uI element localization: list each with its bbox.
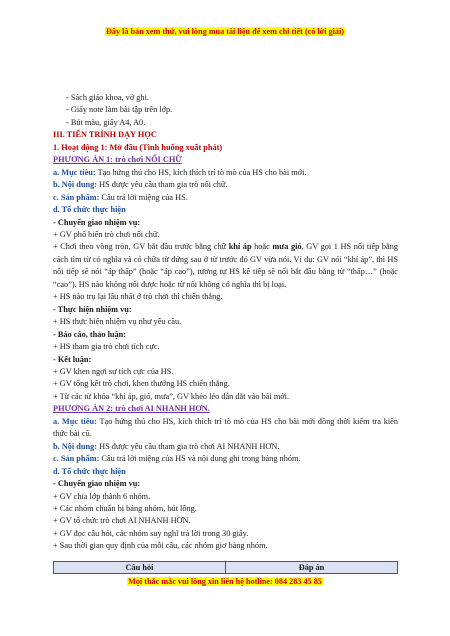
material-item: - Bút màu, giấy A4, A0.	[66, 117, 146, 127]
option2-objective-label: a. Mục tiêu:	[53, 416, 97, 426]
header-banner-text: Đây là bản xem thử, vui lòng mua tài liệu để xem chi tiết (có lời giải)	[105, 27, 344, 36]
option2-content	[53, 441, 398, 453]
option1-content-text: HS được yêu cầu tham gia trò nối chữ.	[97, 180, 228, 190]
option1-conclude-item: + GV khen ngợi sự tích cực của HS.	[53, 366, 174, 376]
option1-title: PHƯƠNG ÁN 1: trò chơi NỐI CHỮ	[53, 155, 182, 165]
option2-content-label: b. Nội dung:	[53, 441, 98, 451]
option1-content	[53, 179, 398, 191]
option2-product-label: c. Sản phẩm:	[53, 454, 100, 464]
option1-keyword-1: khí áp	[228, 242, 252, 252]
option1-report-label: - Báo cáo, thảo luận:	[53, 329, 127, 339]
option2-assign-item: + Các nhóm chuẩn bị bảng nhóm, bút lông.	[53, 503, 197, 513]
option2-title: PHƯƠNG ÁN 2: trò chơi AI NHANH HƠN.	[53, 404, 210, 414]
option1-assign-item: + GV phổ biến trò chơi nối chữ.	[53, 229, 160, 239]
option1-rules-pre: + Chơi theo vòng tròn, GV bắt đầu trước bằng chữ	[53, 242, 229, 252]
material-item: - Sách giáo khoa, vở ghi.	[66, 93, 149, 102]
footer-banner	[0, 577, 450, 586]
footer-banner-text: Mọi thắc mắc vui lòng xin liên hệ hotline: 084 283 45 85	[128, 577, 322, 586]
option2-objective-text: Tạo hứng thú cho HS, kích thích trí tò mò của HS cho bài mới đồng thời kiểm tra kiến thức bài cũ.	[53, 416, 398, 439]
option1-objective-label: a. Mục tiêu:	[53, 167, 96, 177]
header-banner	[0, 27, 450, 36]
option2-assign-label: - Chuyển giao nhiệm vụ:	[53, 479, 141, 489]
option1-report-item: + HS tham gia trò chơi tích cực.	[53, 342, 160, 352]
option2-organize-label: d. Tổ chức thực hiện	[53, 466, 126, 476]
answer-table	[53, 561, 398, 574]
option1-product-label: c. Sản phẩm:	[53, 192, 100, 202]
option1-product-text: Câu trả lời miệng của HS.	[99, 192, 188, 202]
option1-rules-mid: hoặc	[251, 242, 273, 252]
column-header-answer: Đáp án	[226, 562, 398, 574]
document-body	[53, 92, 398, 553]
option2-product-text: Câu trả lời miệng của HS và nội dung ghi trong bảng nhóm.	[99, 454, 301, 464]
option2-assign-item: + GV chia lớp thành 6 nhóm.	[53, 491, 151, 501]
option1-organize-label: d. Tổ chức thực hiện	[53, 205, 126, 215]
activity-title: 1. Hoạt động 1: Mở đầu (Tình huống xuất phát)	[53, 142, 223, 152]
option2-assign-item: + Sau thời gian quy định của mỗi câu, các nhóm giơ bảng nhóm.	[53, 541, 268, 551]
option1-assign-label: - Chuyển giao nhiệm vụ:	[53, 217, 141, 227]
option2-assign-item: + GV tổ chức trò chơi AI NHANH HƠN.	[53, 516, 191, 526]
option1-do-item: + HS thực hiện nhiệm vụ như yêu cầu.	[53, 317, 182, 327]
option1-do-label: - Thực hiện nhiệm vụ:	[53, 304, 132, 314]
option2-content-text: HS được yêu cầu tham gia trò chơi AI NHANH HƠN.	[97, 441, 280, 451]
option1-conclude-item: + Từ các từ khóa “khí áp, gió, mưa”, GV khéo léo dẫn dắt vào bài mới.	[53, 391, 290, 401]
option1-rules-post: , GV gọi 1 HS nối tiếp bằng cách tìm từ có nghĩa và có chữa từ đứng sau ở từ trước đó GV vừa nói. Ví dụ: GV nói “khí áp”, thì HS nối tiếp sẽ nói “áp thấp” (hoặc “áp cao”), tương tự HS kế tiếp sẽ nối bắt đầu bằng từ “thấp…” (hoặc “cao”). HS nào không nối được hoặc từ nối không có nghĩa thì bị loại.	[53, 242, 399, 289]
option1-assign-item: + HS nào trụ lại lâu nhất ở trò chơi thì chiến thắng.	[53, 292, 223, 302]
answer-table-header	[54, 562, 398, 574]
option1-conclude-label: - Kết luận:	[53, 354, 92, 364]
option1-conclude-item: + GV tổng kết trò chơi, khen thưởng HS chiến thắng.	[53, 379, 230, 389]
option1-objective	[53, 167, 398, 179]
option2-assign-item: + GV đọc câu hỏi, các nhóm suy nghĩ trả lời trong 30 giây.	[53, 528, 249, 538]
option1-product	[53, 192, 398, 204]
option1-content-label: b. Nội dung:	[53, 180, 98, 190]
option1-rules-paragraph	[53, 241, 398, 291]
option2-product	[53, 453, 398, 465]
option2-objective	[53, 416, 398, 441]
option1-keyword-2: mưa gió	[272, 242, 302, 252]
column-header-question: Câu hỏi	[54, 562, 226, 574]
section-title: III. TIẾN TRÌNH DẠY HỌC	[53, 130, 157, 140]
option1-objective-text: Tạo hứng thú cho HS, kích thích trí tò mò của HS cho bài mới.	[95, 167, 307, 177]
material-item: - Giấy note làm bài tập trên lớp.	[66, 105, 173, 115]
